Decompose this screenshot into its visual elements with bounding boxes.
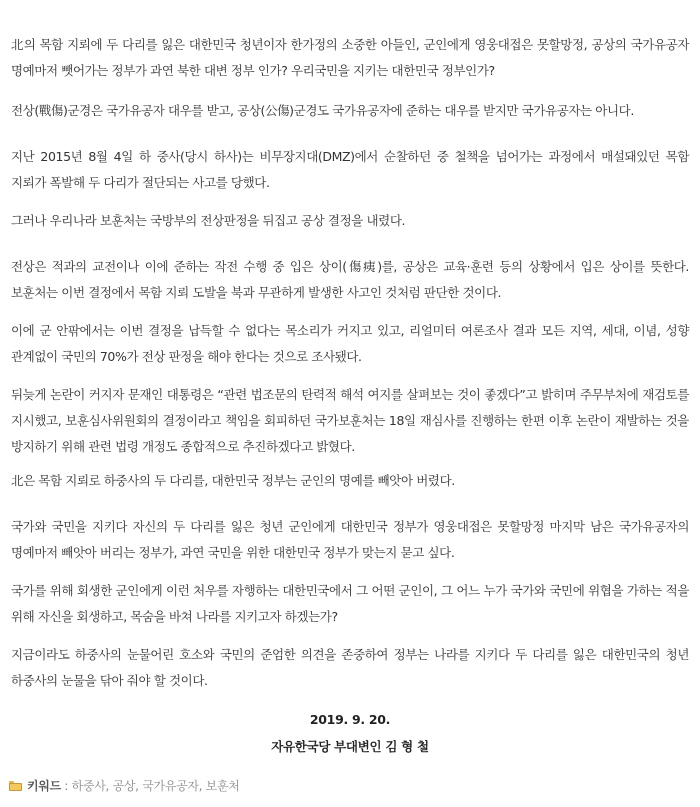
paragraph: 지금이라도 하중사의 눈물어린 호소와 국민의 준엄한 의견을 존중하여 정부는 나라를 지키다 두 다리를 잃은 대한민국의 청년 하중사의 눈물을 닦아 줘야 할 것이다. <box>11 647 689 688</box>
author-signature: 자유한국당 부대변인 김 형 철 <box>271 739 429 754</box>
keywords-separator: : <box>60 779 72 793</box>
folder-icon <box>9 781 22 791</box>
keywords-list[interactable]: 하중사, 공상, 국가유공자, 보훈처 <box>71 779 240 793</box>
paragraph: 전상(戰傷)군경은 국가유공자 대우를 받고, 공상(公傷)군경도 국가유공자에 준하는 대우를 받지만 국가유공자는 아니다. <box>11 103 634 118</box>
paragraph: 국가와 국민을 지키다 자신의 두 다리를 잃은 청년 군인에게 대한민국 정부가 영웅대접은 못할망정 마지막 남은 국가유공자의 명예마저 빼앗아 버리는 정부가, 과연 국민을 위한 대한민국 정부가 맞는지 묻고 싶다. <box>11 519 689 560</box>
keywords-bar <box>9 776 689 796</box>
paragraph: 국가를 위해 회생한 군인에게 이런 처우를 자행하는 대한민국에서 그 어떤 군인이, 그 어느 누가 국가와 국민에 위협을 가하는 적을 위해 자신을 회생하고, 목숨을 바쳐 나라를 지키고자 하겠는가? <box>11 583 689 624</box>
paragraph: 지난 2015년 8월 4일 하 중사(당시 하사)는 비무장지대(DMZ)에서 순찰하던 중 철책을 넘어가는 과정에서 매설돼있던 목함 지뢰가 폭발해 두 다리가 절단되는 사고를 당했다. <box>11 149 689 190</box>
keywords-label: 키워드 <box>27 779 61 793</box>
paragraph: 그러나 우리나라 보훈처는 국방부의 전상판정을 뒤집고 공상 결정을 내렸다. <box>11 213 406 228</box>
paragraph: 전상은 적과의 교전이나 이에 준하는 작전 수행 중 입은 상이(傷痍)를, 공상은 교육·훈련 등의 상황에서 입은 상이를 뜻한다. 보훈처는 이번 결정에서 목함 지뢰 도발을 북과 무관하게 발생한 사고인 것처럼 판단한 것이다. <box>11 259 689 300</box>
paragraph: 뒤늦게 논란이 커지자 문재인 대통령은 “관련 법조문의 탄력적 해석 여지를 살펴보는 것이 좋겠다”고 밝히며 주무부처에 재검토를 지시했고, 보훈심사위원회의 결정이라고 책임을 회피하던 국가보훈처는 18일 재심사를 진행하는 한편 이후 논란이 재발하는 것을 방지하기 위해 관련 법령 개정도 종합적으로 추진하겠다고 밝혔다. <box>11 387 689 454</box>
paragraph: 北은 목함 지뢰로 하중사의 두 다리를, 대한민국 정부는 군인의 명예를 빼앗아 버렸다. <box>11 473 455 488</box>
release-date: 2019. 9. 20. <box>309 712 391 727</box>
paragraph: 이에 군 안팎에서는 이번 결정을 납득할 수 없다는 목소리가 커지고 있고, 리얼미터 여론조사 결과 모든 지역, 세대, 이념, 성향 관계없이 국민의 70%가 전상 판정을 해야 한다는 것으로 조사됐다. <box>11 323 689 364</box>
paragraph: 北의 목함 지뢰에 두 다리를 잃은 대한민국 청년이자 한가정의 소중한 아들인, 군인에게 영웅대접은 못할망정, 공상의 국가유공자 명예마저 뺏어가는 정부가 과연 북한 대변 정부 인가? 우리국민을 지키는 대한민국 정부인가? <box>11 37 689 78</box>
